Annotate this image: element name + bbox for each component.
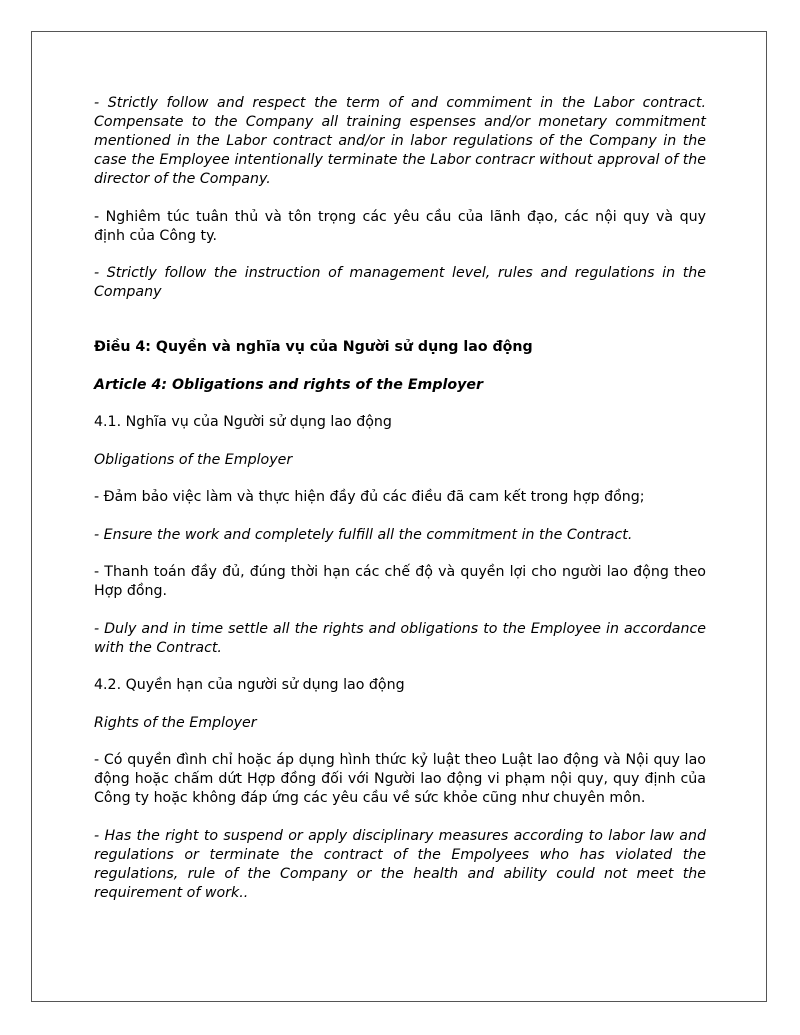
paragraph-vi-pay-benefits: - Thanh toán đầy đủ, đúng thời hạn các chế độ và quyền lợi cho người lao động theo Hợp đồng. bbox=[94, 564, 706, 599]
paragraph-vi-follow-rules: - Nghiêm túc tuân thủ và tôn trọng các yêu cầu của lãnh đạo, các nội quy và quy định của Công ty. bbox=[94, 208, 706, 244]
paragraph-en-follow-rules: - Strictly follow the instruction of management level, rules and regulations in the Company bbox=[94, 265, 706, 300]
section-4-1-heading-en: Obligations of the Employer bbox=[94, 451, 293, 468]
section-4-1-heading-vi: 4.1. Nghĩa vụ của Người sử dụng lao động bbox=[94, 414, 392, 430]
section-4-2-heading-vi: 4.2. Quyền hạn của người sử dụng lao động bbox=[94, 677, 405, 693]
document-body bbox=[94, 94, 706, 921]
article-4-heading-en: Article 4: Obligations and rights of the Employer bbox=[94, 376, 483, 393]
paragraph-vi-discipline-rights: - Có quyền đình chỉ hoặc áp dụng hình thức kỷ luật theo Luật lao động và Nội quy lao động hoặc chấm dứt Hợp đồng đối với Người lao động vi phạm nội quy, quy định của Công ty hoặc không đáp ứng các yêu cầu về sức khỏe cũng như chuyên môn. bbox=[94, 752, 706, 806]
paragraph-en-ensure-work: - Ensure the work and completely fulfill all the commitment in the Contract. bbox=[94, 526, 633, 543]
article-4-heading-vi: Điều 4: Quyền và nghĩa vụ của Người sử dụng lao động bbox=[94, 339, 533, 355]
paragraph-en-discipline-rights: - Has the right to suspend or apply disciplinary measures according to labor law and regulations or terminate the contract of the Empolyees who has violated the regulations, rule of the Company or the health and ability could not meet the requirement of work.. bbox=[94, 827, 706, 901]
paragraph-en-pay-benefits: - Duly and in time settle all the rights and obligations to the Employee in accordance with the Contract. bbox=[94, 620, 706, 656]
paragraph-vi-ensure-work: - Đảm bảo việc làm và thực hiện đầy đủ các điều đã cam kết trong hợp đồng; bbox=[94, 489, 645, 505]
paragraph-en-labor-contract-commitment: - Strictly follow and respect the term of and commiment in the Labor contract. Compensate to the Company all training espenses and/or monetary commitment mentioned in the Labor contract and/or in labor regulations of the Company in the case the Employee intentionally terminate the Labor contracr without approval of the director of the Company. bbox=[94, 95, 706, 187]
section-4-2-heading-en: Rights of the Employer bbox=[94, 714, 257, 731]
